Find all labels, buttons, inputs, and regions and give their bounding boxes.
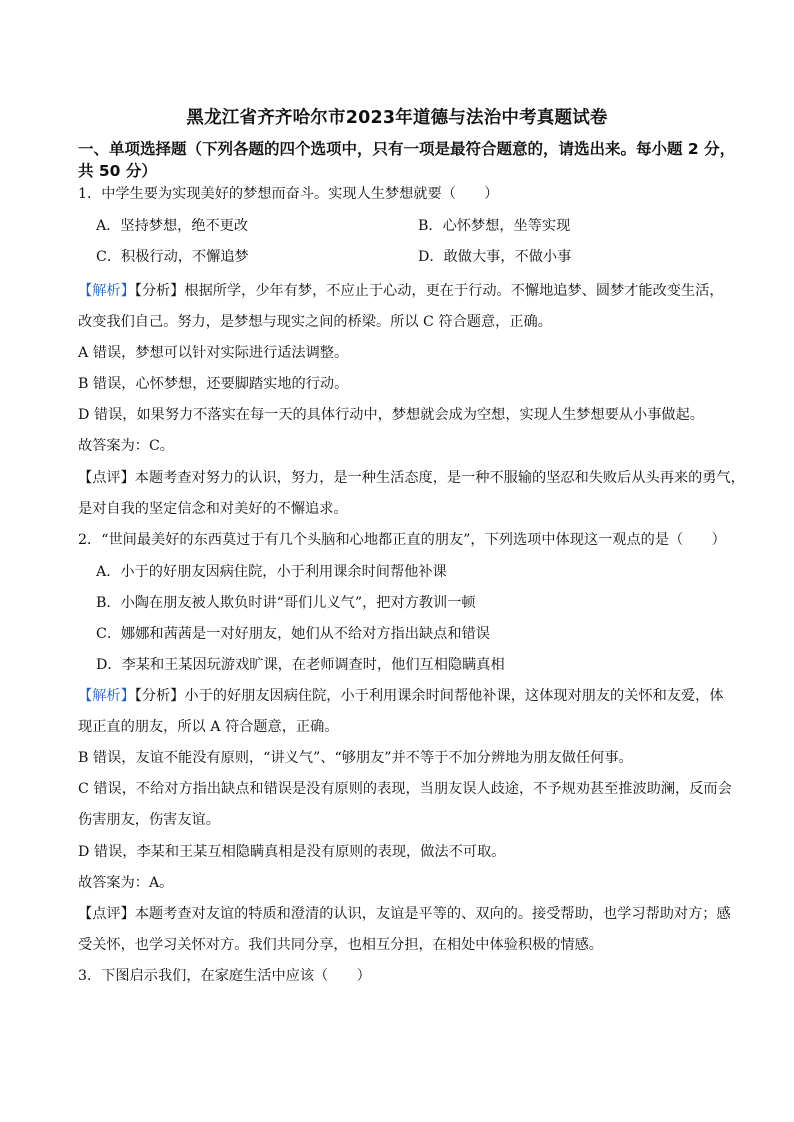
q2-comment-text: 本题考查对友谊的特质和澄清的认识，友谊是平等的、双向的。接受帮助，也学习帮助对方；感 (134, 906, 731, 922)
q1-b-wrong: B 错误，心怀梦想，还要脚踏实地的行动。 (78, 376, 349, 392)
q2-answer: 故答案为：A。 (78, 875, 174, 891)
q1-option-d: D．敢做大事，不做小事 (418, 249, 572, 265)
q1-option-c: C．积极行动，不懈追梦 (96, 249, 249, 265)
q2-analysis-line-2: 现正直的朋友，所以 A 符合题意，正确。 (78, 719, 339, 735)
q2-analysis-line-1 (78, 686, 768, 706)
q2-d-wrong: D 错误，李某和王某互相隐瞒真相是没有原则的表现，做法不可取。 (78, 844, 506, 860)
q2-comment-line-2: 受关怀，也学习关怀对方。我们共同分享，也相互分担，在相处中体验积极的情感。 (78, 937, 603, 953)
q1-analysis-text: 根据所学，少年有梦，不应止于心动，更在于行动。不懈地追梦、圆梦才能改变生活， (184, 283, 724, 299)
section-heading (78, 138, 758, 182)
q1-a-wrong: A 错误，梦想可以针对实际进行适法调整。 (78, 345, 349, 361)
jiexi-tag: 【解析】 (78, 688, 135, 704)
q1-comment-text: 本题考查对努力的认识，努力，是一种生活态度，是一种不服输的坚忍和失败后从头再来的勇气， (134, 470, 745, 486)
q1-comment-line-2: 是对自我的坚定信念和对美好的不懈追求。 (78, 501, 348, 517)
fenxi-tag: 【分析】 (134, 283, 185, 299)
q1-d-wrong: D 错误，如果努力不落实在每一天的具体行动中，梦想就会成为空想，实现人生梦想要从小事做起。 (78, 407, 704, 423)
dianping-tag: 【点评】 (78, 906, 135, 922)
q2-analysis-text: 小于的好朋友因病住院，小于利用课余时间帮他补课，这体现对朋友的关怀和友爱，体 (184, 688, 724, 704)
q2-c-wrong-line-2: 伤害朋友，伤害友谊。 (78, 812, 220, 828)
section-heading-line-1: 一、单项选择题（下列各题的四个选项中，只有一项是最符合题意的，请选出来。每小题 2 分， (78, 140, 736, 158)
q1-analysis-line-1 (78, 281, 768, 301)
q3-stem: 3．下图启示我们，在家庭生活中应该（ ） (78, 968, 371, 984)
q2-comment-line-1 (78, 904, 768, 924)
q1-option-b: B．心怀梦想，坐等实现 (418, 218, 571, 234)
q1-answer: 故答案为：C。 (78, 438, 174, 454)
section-heading-line-2: 共 50 分） (78, 162, 157, 180)
q1-analysis-line-2: 改变我们自己。努力，是梦想与现实之间的桥梁。所以 C 符合题意，正确。 (78, 314, 552, 330)
q2-b-wrong: B 错误，友谊不能没有原则，“讲义气”、“够朋友”并不等于不加分辨地为朋友做任何事。 (78, 750, 633, 766)
q1-option-a: A．坚持梦想，绝不更改 (96, 218, 249, 234)
q2-option-d: D．李某和王某因玩游戏旷课，在老师调查时，他们互相隐瞒真相 (96, 657, 505, 673)
page-title: 黑龙江省齐齐哈尔市2023年道德与法治中考真题试卷 (186, 108, 608, 128)
q1-comment-line-1 (78, 468, 768, 488)
fenxi-tag: 【分析】 (134, 688, 185, 704)
q2-option-a: A．小于的好朋友因病住院，小于利用课余时间帮他补课 (96, 564, 447, 580)
q1-stem: 1．中学生要为实现美好的梦想而奋斗。实现人生梦想就要（ ） (78, 186, 499, 202)
jiexi-tag: 【解析】 (78, 283, 135, 299)
q2-option-b: B．小陶在朋友被人欺负时讲“哥们儿义气”，把对方教训一顿 (96, 595, 476, 611)
q2-c-wrong-line-1: C 错误，不给对方指出缺点和错误是没有原则的表现，当朋友误人歧途，不予规劝甚至推波助澜，反而会 (78, 781, 732, 797)
q2-stem: 2．“世间最美好的东西莫过于有几个头脑和心地都正直的朋友”，下列选项中体现这一观点的是（ ） (78, 532, 726, 548)
q2-option-c: C．娜娜和茜茜是一对好朋友，她们从不给对方指出缺点和错误 (96, 626, 490, 642)
dianping-tag: 【点评】 (78, 470, 135, 486)
